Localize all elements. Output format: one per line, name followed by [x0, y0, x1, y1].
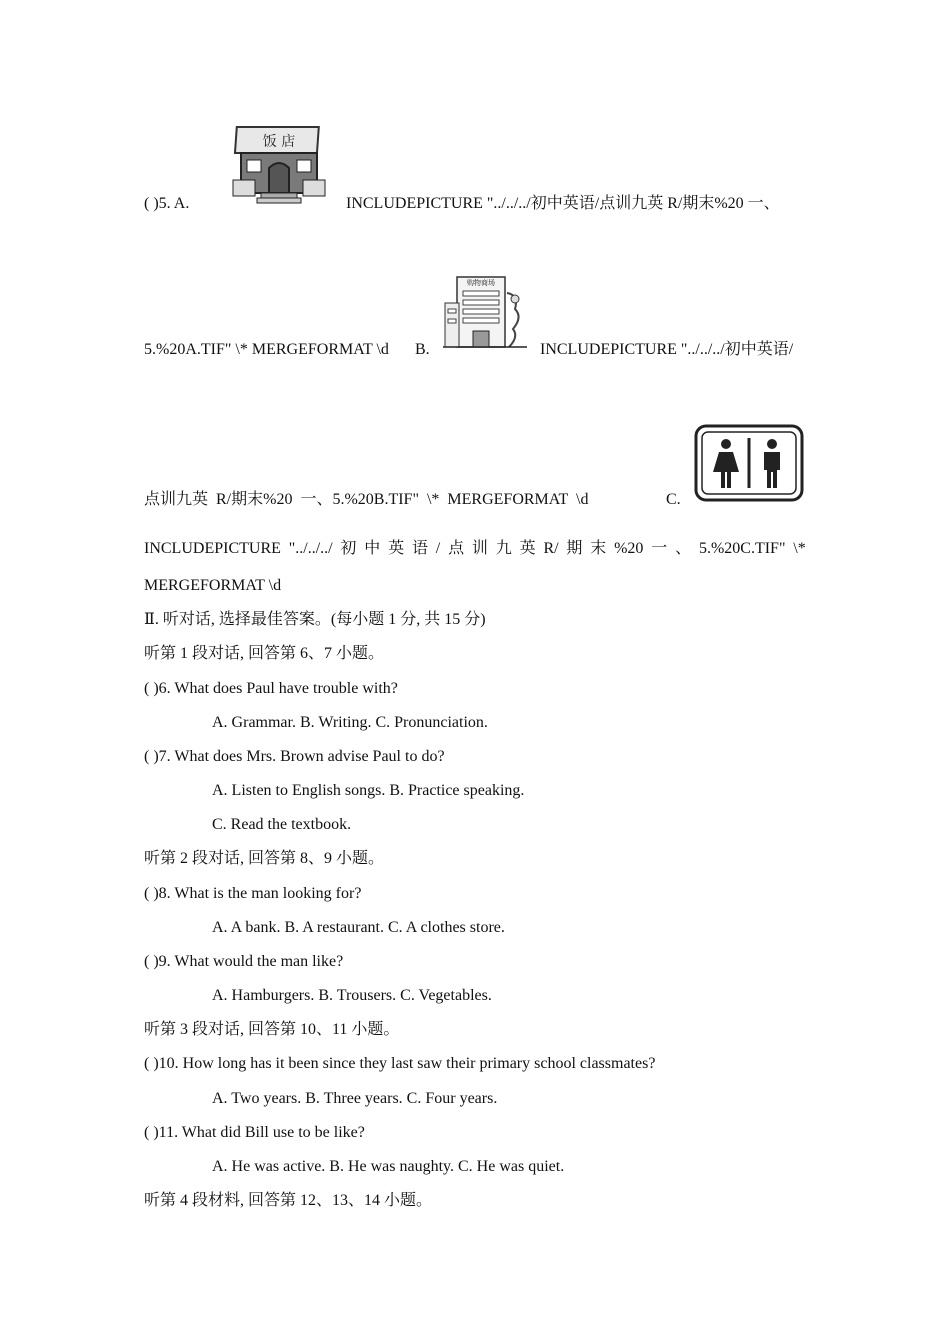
field-token: 中 [364, 540, 381, 557]
question-options: A. Hamburgers. B. Trousers. C. Vegetables. [212, 987, 492, 1004]
field-token: 一 [651, 540, 668, 557]
question-options: C. Read the textbook. [212, 816, 352, 833]
field-token: / [435, 540, 441, 557]
q5-field-c-line [144, 539, 806, 559]
field-token: 期 [566, 540, 583, 557]
question-options: A. A bank. B. A restaurant. C. A clothes store. [212, 919, 505, 936]
q5-field-a-part2: 5.%20A.TIF" \* MERGEFORMAT \d [144, 341, 389, 358]
restaurant-image [231, 124, 327, 208]
question-stem: ( )9. What would the man like? [144, 953, 344, 970]
field-token: 语 [411, 540, 428, 557]
q5-field-b-part1: INCLUDEPICTURE "../../../初中英语/ [540, 341, 794, 358]
q5-stem: ( )5. A. [144, 195, 190, 212]
question-options: A. Listen to English songs. B. Practice speaking. [212, 782, 525, 799]
question-stem: ( )10. How long has it been since they last saw their primary school classmates? [144, 1055, 656, 1072]
question-stem: ( )8. What is the man looking for? [144, 885, 362, 902]
question-stem: ( )7. What does Mrs. Brown advise Paul to do? [144, 748, 445, 765]
section-heading: Ⅱ. 听对话, 选择最佳答案。(每小题 1 分, 共 15 分) [144, 611, 486, 628]
question-options: A. Two years. B. Three years. C. Four years. [212, 1090, 498, 1107]
q5-option-b-label: B. [415, 341, 430, 358]
question-stem: ( )6. What does Paul have trouble with? [144, 680, 398, 697]
field-token: INCLUDEPICTURE [144, 540, 281, 557]
restroom-sign-image [694, 424, 804, 502]
group-intro: 听第 4 段材料, 回答第 12、13、14 小题。 [144, 1192, 433, 1209]
field-token: 点 [448, 540, 465, 557]
q5-field-a-part1: INCLUDEPICTURE "../../../初中英语/点训九英 R/期末%20 一、 [346, 195, 780, 212]
question-stem: ( )11. What did Bill use to be like? [144, 1124, 365, 1141]
group-intro: 听第 2 段对话, 回答第 8、9 小题。 [144, 850, 385, 867]
group-intro: 听第 1 段对话, 回答第 6、7 小题。 [144, 645, 385, 662]
field-token: 英 [388, 540, 405, 557]
mall-sign: 购物商场 [467, 279, 495, 287]
restaurant-sign: 饭 店 [262, 134, 296, 150]
field-token: 英 [519, 540, 536, 557]
field-token: 、 [675, 540, 692, 557]
field-token: 5.%20C.TIF" [698, 540, 786, 557]
field-token: %20 [614, 540, 644, 557]
field-token: R/ [543, 540, 559, 557]
q5-field-c-end: MERGEFORMAT \d [144, 577, 282, 594]
group-intro: 听第 3 段对话, 回答第 10、11 小题。 [144, 1021, 400, 1038]
question-options: A. He was active. B. He was naughty. C. He was quiet. [212, 1158, 565, 1175]
field-token: "../../../ [288, 540, 333, 557]
question-options: A. Grammar. B. Writing. C. Pronunciation. [212, 714, 488, 731]
field-token: 末 [590, 540, 607, 557]
field-token: 初 [340, 540, 357, 557]
field-token: 九 [495, 540, 512, 557]
shopping-mall-image [443, 273, 527, 349]
q5-field-b-part2: 点训九英 R/期末%20 一、5.%20B.TIF" \* MERGEFORMAT \d [144, 491, 589, 508]
q5-option-c-label: C. [666, 491, 681, 508]
field-token: 训 [471, 540, 488, 557]
field-token: \* [793, 540, 806, 557]
